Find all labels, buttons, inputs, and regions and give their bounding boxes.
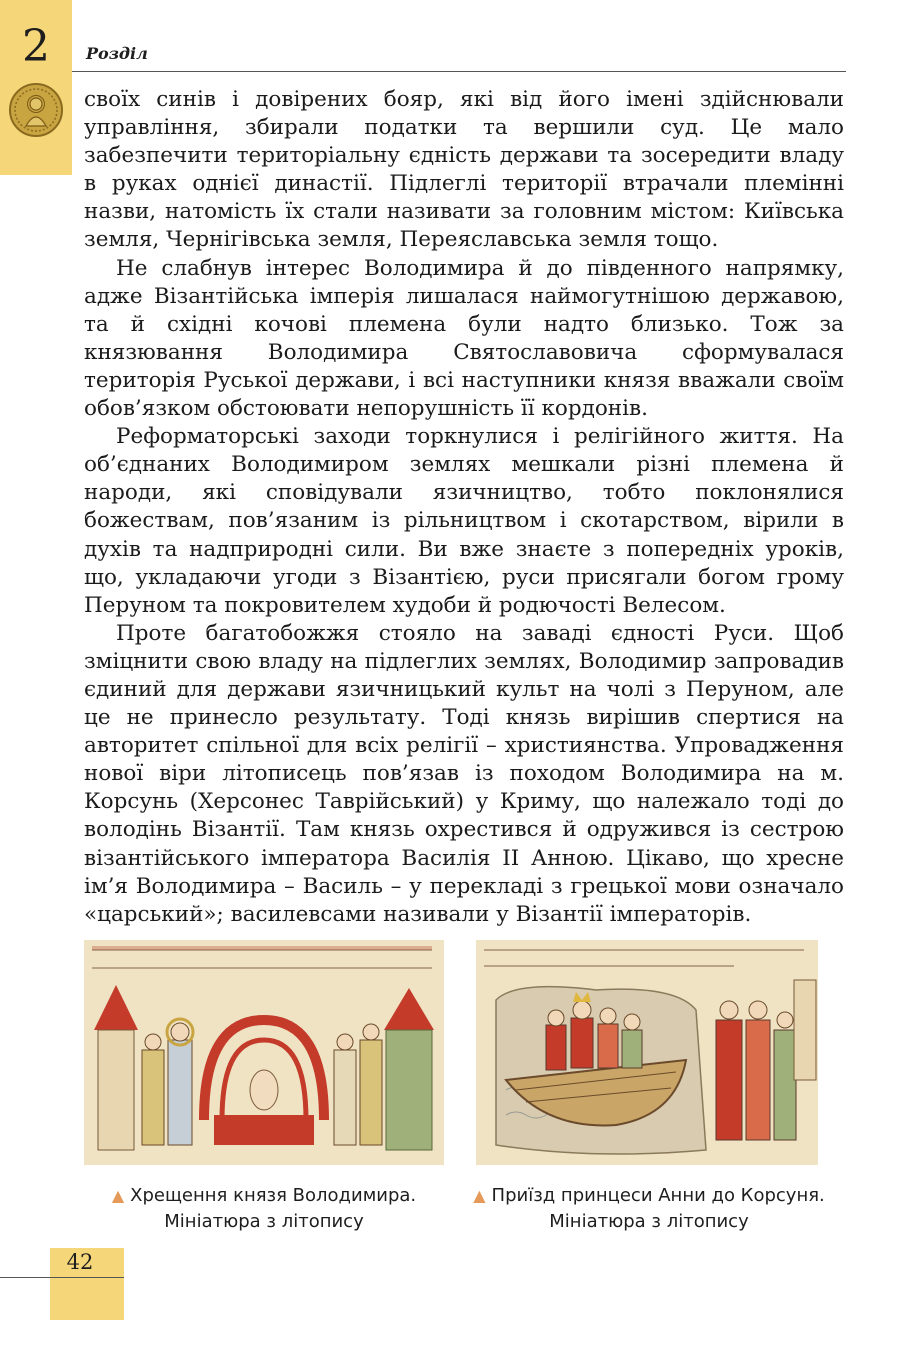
caption-subtitle: Мініатюра з літопису xyxy=(549,1211,749,1232)
header-divider xyxy=(72,71,846,72)
paragraph: Реформаторські заходи торкнулися і релігійного життя. На об’єднаних Володимиром землях мешкали різні племена й народи, які сповідували язичництво, тобто поклонялися божествам, пов’язаним із рільництвом і скотарством, вірили в духів та надприродні сили. Ви вже знаєте з попередніх уроків, що, укладаючи угоди з Візантією, руси присягали богом грому Перуном та покровителем худоби й родючості Велесом. xyxy=(84,424,844,618)
miniature-arrival-image xyxy=(476,940,818,1165)
paragraph: Проте багатобожжя стояло на заваді єдності Руси. Щоб зміцнити свою владу на підлеглих землях, Володимир запровадив єдиний для держави язичницький культ на чолі з Перуном, але це не принесло результату. Тоді князь вирішив спертися на авторитет спільної для всіх релігії – християнства. Упровадження нової віри літописець пов’язав із походом Володимира на м. Корсунь (Херсонес Таврійський) у Криму, що належало тоді до володінь Візантії. Там князь охрестився й одружився із сестрою візантійського імператора Василія ІІ Анною. Цікаво, що хресне ім’я Володимира – Василь – у перекладі з грецької мови означало «царський»; василевсами називали у Візантії імператорів. xyxy=(84,620,844,927)
footer-divider xyxy=(0,1277,124,1278)
page-number: 42 xyxy=(66,1250,94,1274)
paragraph: своїх синів і довірених бояр, які від його імені здійснювали управління, збирали податки та вершили суд. Це мало забезпечити територіальну єдність держави та зосередити владу в руках однієї династії. Підлеглі території втрачали племінні назви, натомість їх стали називати за головним містом: Київська земля, Чернігівська земля, Переяславська земля тощо. xyxy=(84,87,844,253)
figure-caption xyxy=(466,1183,832,1235)
caption-title: Приїзд принцеси Анни до Корсуня. xyxy=(491,1185,825,1206)
caption-subtitle: Мініатюра з літопису xyxy=(164,1211,364,1232)
section-label: Розділ xyxy=(86,44,148,63)
body-text xyxy=(84,86,844,929)
miniature-baptism-image xyxy=(84,940,444,1165)
chapter-number: 2 xyxy=(22,21,50,72)
triangle-up-icon: ▲ xyxy=(111,1186,125,1205)
byzantine-coin-icon xyxy=(8,82,64,138)
paragraph: Не слабнув інтерес Володимира й до південного напрямку, адже Візантійська імперія лишалася наймогутнішою державою, та й східні кочові племена були надто близько. Тож за князювання Володимира Святославовича сформувалася територія Руської держави, і всі наступники князя вважали своїм обов’язком обстоювати непорушність її кордонів. xyxy=(84,255,844,422)
triangle-up-icon: ▲ xyxy=(473,1186,486,1205)
figure-caption xyxy=(84,1183,444,1235)
caption-title: Хрещення князя Володимира. xyxy=(130,1185,417,1206)
